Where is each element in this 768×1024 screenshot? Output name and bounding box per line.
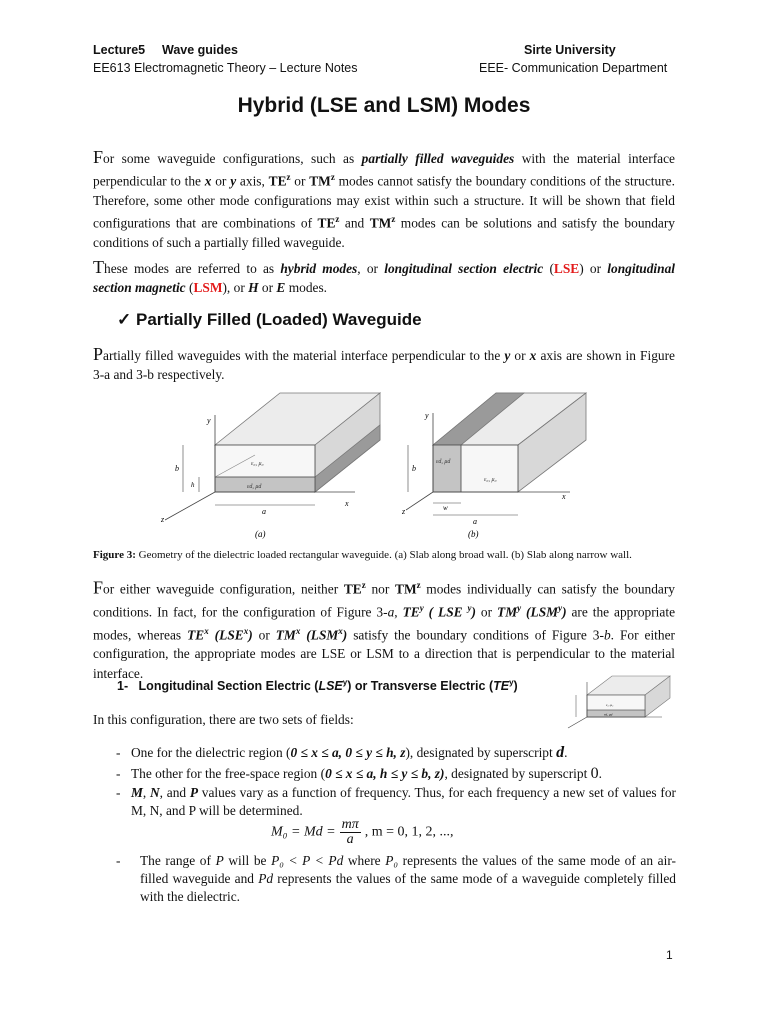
configuration-paragraph: For either waveguide configuration, neither $TE^z$ nor $TM^z$ modes individually can satisfy the boundary conditions. In fact, for the configuration of Figure 3-a, $TE^y$ ( LSE $^y$) or $TM^y$ (LSM$^y$) are the appropriate modes, whereas $TE^x$ (LSE$^x$) or $TM^x$ (LSM$^x$) satisfy the boundary conditions of Figure 3-b. For either configuration, the appropriate modes are LSE or LSM to a direction that is perpendicular to the material interface. — [93, 577, 676, 681]
svg-text:b: b — [412, 464, 416, 473]
section-heading: ✓ Partially Filled (Loaded) Waveguide — [117, 310, 422, 329]
header-topic: Wave guides — [162, 43, 238, 57]
svg-text:ε₀, μ₀: ε₀, μ₀ — [484, 477, 497, 483]
fields-intro: In this configuration, there are two sets of fields: — [93, 712, 354, 727]
check-icon: ✓ — [117, 310, 132, 329]
header-course: EE613 Electromagnetic Theory – Lecture Notes — [93, 61, 358, 75]
figure-3a — [155, 385, 385, 545]
svg-text:a: a — [262, 507, 266, 516]
svg-text:x: x — [345, 499, 349, 508]
svg-text:ε₀, μ₀: ε₀, μ₀ — [606, 703, 614, 707]
bullet-mnp-values: - M, N, and P values vary as a function of frequency. Thus, for each frequency a new set of values for M, N, and P will be determined. — [116, 785, 676, 818]
svg-text:εd, μd: εd, μd — [247, 484, 262, 490]
svg-text:εd, μd: εd, μd — [604, 712, 613, 717]
svg-text:(b): (b) — [468, 529, 479, 539]
page-title: Hybrid (LSE and LSM) Modes — [237, 94, 531, 117]
svg-text:ε₀, μ₀: ε₀, μ₀ — [251, 461, 264, 467]
header-lecture: Lecture5 — [93, 43, 146, 57]
svg-text:x: x — [562, 492, 566, 501]
subsection-heading: 1- Longitudinal Section Electric (LSE$^y$) or Transverse Electric $(TE^y)$ — [117, 678, 518, 694]
svg-text:(a): (a) — [255, 529, 266, 539]
intro-paragraph: For some waveguide configurations, such as partially filled waveguides with the material interface perpendicular to the x or y axis, $TE^z$ or $TM^z$ modes cannot satisfy the boundary conditions of the structure. Therefore, some other mode configurations may exist within such a structure. It will be shown that field configurations that are combinations of $TE^z$ and $TM^z$ modes can be solutions and satisfy the boundary conditions of such a partially filled waveguide. — [93, 147, 676, 251]
svg-text:z: z — [402, 507, 406, 516]
svg-text:z: z — [161, 515, 165, 524]
svg-text:h: h — [191, 481, 195, 489]
m-formula: M₀ = Md = $\frac{m\pi}{a}$ , m = 0, 1, 2, ..., — [271, 817, 454, 847]
header-department: EEE- Communication Department — [479, 61, 668, 75]
svg-text:y: y — [425, 411, 429, 420]
bullet-p-range: - The range of P will be P₀ < P < Pd where P₀ represents the values of the same mode of an air-filled waveguide and Pd represents the values of the same mode of a waveguide completely filled with the dielectric. — [116, 853, 677, 904]
svg-text:a: a — [473, 517, 477, 526]
partially-filled-paragraph: Partially filled waveguides with the material interface perpendicular to the y or x axis are shown in Figure 3-a and 3-b respectively. — [93, 344, 676, 383]
figure-3b — [398, 385, 598, 545]
svg-text:y: y — [207, 416, 211, 425]
bullet-free-space-region: - The other for the free-space region (0 ≤ x ≤ a, h ≤ y ≤ b, z), designated by superscript 0. — [116, 765, 602, 782]
figure-caption: Figure 3: Geometry of the dielectric loaded rectangular waveguide. (a) Slab along broad wall. (b) Slab along narrow wall. — [93, 549, 632, 561]
modes-paragraph: These modes are referred to as hybrid modes, or longitudinal section electric (LSE) or longitudinal section magnetic (LSM), or H or E modes. — [93, 257, 676, 296]
bullet-dielectric-region: - One for the dielectric region (0 ≤ x ≤ a, 0 ≤ y ≤ h, z), designated by superscript d. — [116, 744, 568, 761]
svg-text:b: b — [175, 464, 179, 473]
svg-text:w: w — [443, 504, 448, 512]
svg-text:εd, μd: εd, μd — [436, 459, 451, 465]
header-university: Sirte University — [524, 43, 616, 57]
page-number: 1 — [666, 948, 673, 962]
